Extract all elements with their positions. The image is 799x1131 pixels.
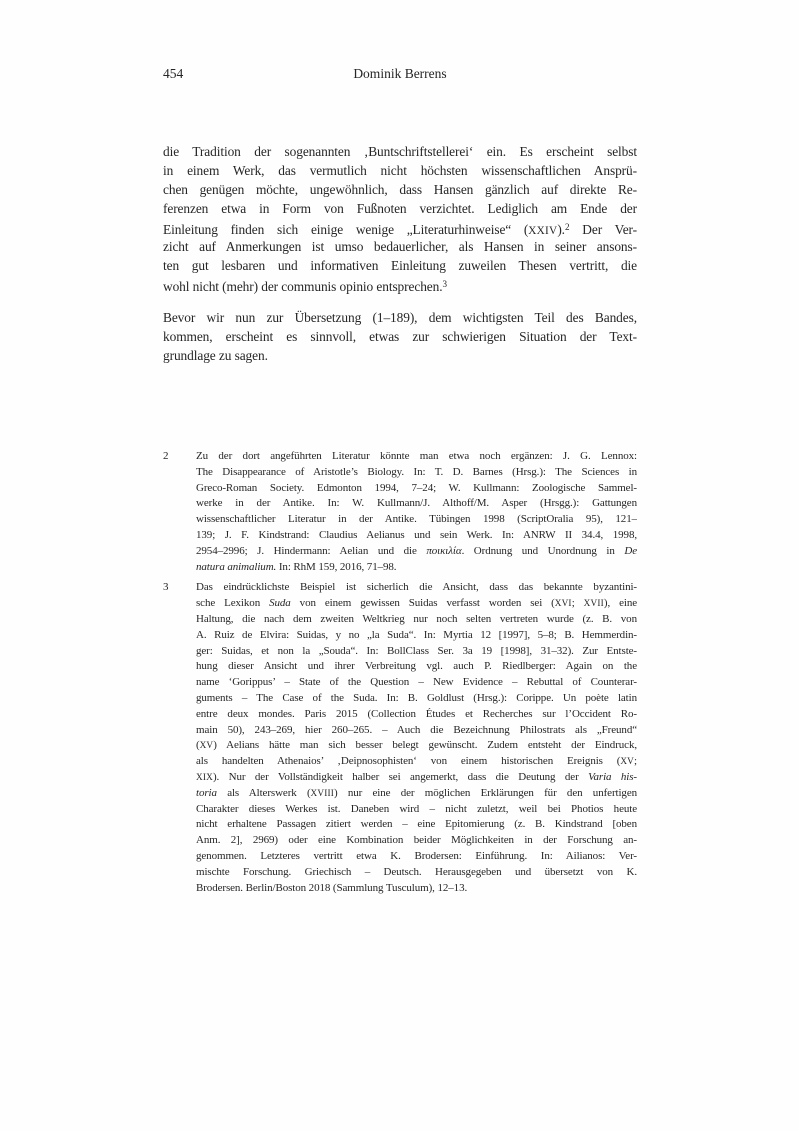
text-segment: sche Lexikon bbox=[196, 597, 270, 610]
text-line bbox=[163, 237, 637, 256]
text-line bbox=[196, 881, 637, 897]
text-segment: ) nur eine der möglichen Erklärungen für den unfertigen bbox=[334, 786, 637, 799]
footnote-number: 3 bbox=[163, 581, 169, 594]
text-line bbox=[163, 142, 637, 161]
text-segment: wissenschaftlicher Literatur in der Antike. Tübingen 1998 (ScriptOralia 95), 121– bbox=[196, 513, 637, 526]
text-line bbox=[196, 738, 637, 754]
text-line bbox=[196, 802, 637, 818]
text-segment: XXIV bbox=[528, 225, 558, 237]
text-segment: A. Ruiz de Elvira: Suidas, y no „la Suda“. In: Myrtia 12 [1997], 5–8; B. Hemmerdin- bbox=[196, 628, 637, 641]
text-line bbox=[196, 596, 637, 612]
footnote-2 bbox=[163, 449, 637, 575]
text-line bbox=[196, 628, 637, 644]
text-line bbox=[196, 833, 637, 849]
text-line bbox=[196, 675, 637, 691]
text-segment: hung dieser Ansicht und ihrer Verbreitung vgl. auch P. Riedlberger: Again on the bbox=[196, 660, 637, 673]
text-segment: zicht auf Anmerkungen ist umso bedauerlicher, als Hansen in seiner ansons- bbox=[163, 239, 637, 254]
text-segment: ). Nur der Vollständigkeit halber sei angemerkt, dass die Deutung der bbox=[212, 770, 589, 783]
text-line bbox=[163, 275, 637, 294]
text-segment: Suda bbox=[269, 597, 291, 610]
footnote-marker: 3 bbox=[442, 279, 448, 289]
text-segment: The Disappearance of Aristotle’s Biology. In: T. D. Barnes (Hrsg.): The Sciences in bbox=[196, 465, 637, 478]
text-line bbox=[196, 644, 637, 660]
text-segment: die Tradition der sogenannten ‚Buntschriftstellerei‘ ein. Es erscheint selbst bbox=[163, 144, 637, 159]
text-segment: Einleitung finden sich einige wenige „Literaturhinweise“ ( bbox=[163, 222, 529, 237]
text-segment: natura animalium. bbox=[196, 560, 277, 573]
footnote-text bbox=[196, 580, 637, 896]
text-line bbox=[196, 865, 637, 881]
text-line bbox=[196, 659, 637, 675]
text-segment: XV bbox=[199, 740, 214, 751]
text-segment: . Ordnung und Unordnung in bbox=[461, 544, 625, 557]
text-line bbox=[163, 327, 637, 346]
text-line bbox=[196, 465, 637, 481]
text-segment: genommen. Letzteres vertritt etwa K. Brodersen: Einführung. In: Ailianos: Ver- bbox=[196, 849, 637, 862]
text-segment: 2954–2996; J. Hindermann: Aelian und die bbox=[196, 544, 427, 557]
text-line bbox=[196, 560, 637, 576]
footnote-text bbox=[196, 449, 637, 575]
text-line bbox=[196, 544, 637, 560]
text-segment: 139; J. F. Kindstrand: Claudius Aelianus und sein Werk. In: ANRW II 34.4, 1998, bbox=[196, 528, 637, 541]
text-line bbox=[196, 786, 637, 802]
text-line bbox=[163, 256, 637, 275]
text-segment: grundlage zu sagen. bbox=[163, 348, 268, 363]
text-line bbox=[196, 449, 637, 465]
text-segment: ( bbox=[196, 739, 200, 752]
text-segment: kommen, erscheint es sinnvoll, etwas zur schwierigen Situation der Text- bbox=[163, 329, 637, 344]
text-segment: Varia his- bbox=[588, 770, 637, 783]
text-segment: mischte Forschung. Griechisch – Deutsch. Herausgegeben und übersetzt von K. bbox=[196, 865, 637, 878]
text-line bbox=[163, 161, 637, 180]
text-segment: guments – The Case of the Suda. In: B. Goldlust (Hrsg.): Corippe. Un poète latin bbox=[196, 691, 637, 704]
text-line bbox=[196, 512, 637, 528]
text-segment: Haltung, die nach dem zweiten Weltkrieg nur noch selten vertreten wurde (z. B. von bbox=[196, 612, 637, 625]
footnote-number: 2 bbox=[163, 450, 169, 462]
text-segment: ferenzen etwa in Form von Fußnoten verzichtet. Lediglich am Ende der bbox=[163, 201, 637, 216]
text-segment: Das eindrücklichste Beispiel ist sicherlich die Ansicht, dass das bekannte byzantini- bbox=[196, 581, 637, 594]
text-line bbox=[196, 496, 637, 512]
text-line bbox=[196, 528, 637, 544]
text-segment: von einem gewissen Suidas verfasst worden sei ( bbox=[290, 597, 555, 610]
page-number: 454 bbox=[163, 66, 184, 81]
text-line bbox=[196, 723, 637, 739]
text-line bbox=[196, 481, 637, 497]
body-text bbox=[163, 142, 637, 365]
text-line bbox=[163, 218, 637, 237]
text-segment: entre deux mondes. Paris 2015 (Collection Études et Recherches sur l’Occident Ro- bbox=[196, 707, 637, 720]
text-line bbox=[163, 180, 637, 199]
text-line bbox=[196, 707, 637, 723]
text-segment: Bevor wir nun zur Übersetzung (1–189), dem wichtigsten Teil des Bandes, bbox=[163, 310, 637, 325]
text-segment: ) Aelians hätte man sich besser belegt gewünscht. Zudem entsteht der Eindruck, bbox=[213, 739, 637, 752]
text-line bbox=[196, 849, 637, 865]
text-segment: toria bbox=[196, 786, 217, 799]
text-segment: als handelten Athenaios’ ‚Deipnosophisten‘ von einem historischen Ereignis ( bbox=[196, 755, 621, 768]
text-segment: als Alterswerk ( bbox=[216, 786, 311, 799]
text-segment: nicht erhaltene Passagen zitiert werden – eine Epitomierung (z. B. Kindstrand [oben bbox=[196, 818, 637, 831]
text-segment: XIX bbox=[196, 771, 213, 782]
text-line bbox=[196, 580, 637, 596]
text-segment: Anm. 2], 2969) oder eine Kombination beider Möglichkeiten in der Forschung an- bbox=[196, 834, 637, 847]
text-segment: ). bbox=[557, 222, 565, 237]
text-line bbox=[196, 817, 637, 833]
text-segment: ; bbox=[571, 597, 584, 610]
text-segment: In: RhM 159, 2016, 71–98. bbox=[276, 560, 397, 573]
text-segment: ), eine bbox=[603, 597, 637, 610]
text-segment: Charakter dieses Werkes ist. Daneben wird – nicht zuletzt, weil bei Photios heute bbox=[196, 802, 637, 815]
text-segment: Der Ver- bbox=[569, 222, 637, 237]
text-segment: ger: Suidas, et non la „Souda“. In: BollClass Ser. 3a 19 [1998], 31–32). Zur Entste- bbox=[196, 644, 637, 657]
text-segment: ; bbox=[634, 755, 637, 768]
text-segment: name ‘Gorippus’ – State of the Question – New Evidence – Rebuttal of Counterar- bbox=[196, 676, 637, 689]
text-segment: XVI bbox=[554, 598, 572, 609]
text-line bbox=[163, 308, 637, 327]
text-segment: Greco-Roman Society. Edmonton 1994, 7–24; W. Kullmann: Zoologische Sammel- bbox=[196, 481, 637, 494]
text-segment: ποικιλία bbox=[426, 544, 462, 557]
footnote-marker: 2 bbox=[564, 222, 570, 232]
page-header bbox=[163, 65, 637, 83]
text-line bbox=[163, 346, 637, 365]
text-segment: wohl nicht (mehr) der communis opinio entsprechen. bbox=[163, 279, 443, 294]
text-line bbox=[196, 770, 637, 786]
text-segment: XVII bbox=[583, 598, 604, 609]
text-segment: chen genügen möchte, ungewöhnlich, dass Hansen gänzlich auf direkte Re- bbox=[163, 182, 637, 197]
text-line bbox=[163, 199, 637, 218]
text-line bbox=[196, 612, 637, 628]
text-segment: werke in der Antike. In: W. Kullmann/J. Althoff/M. Asper (Hrsgg.): Gattungen bbox=[196, 497, 637, 510]
text-segment: ten gut lesbaren und informativen Einleitung zuweilen Thesen vertritt, die bbox=[163, 258, 637, 273]
text-segment: De bbox=[624, 544, 637, 557]
footnote-3 bbox=[163, 580, 637, 896]
text-line bbox=[196, 754, 637, 770]
text-segment: XVIII bbox=[310, 787, 335, 798]
text-segment: Brodersen. Berlin/Boston 2018 (Sammlung Tusculum), 12–13. bbox=[196, 881, 468, 894]
text-segment: main 50), 243–269, hier 260–265. – Auch die Bezeichnung Philostrats als „Freund“ bbox=[196, 723, 637, 736]
text-segment: in einem Werk, das vermutlich nicht höchsten wissenschaftlichen Ansprü- bbox=[163, 163, 637, 178]
body-paragraph-2 bbox=[163, 308, 637, 365]
text-segment: Zu der dort angeführten Literatur könnte man etwa noch ergänzen: J. G. Lennox: bbox=[196, 450, 637, 462]
text-line bbox=[196, 691, 637, 707]
text-segment: XV bbox=[620, 756, 635, 767]
running-title: Dominik Berrens bbox=[353, 66, 447, 81]
body-paragraph-1 bbox=[163, 142, 637, 294]
footnotes-section bbox=[163, 449, 637, 896]
